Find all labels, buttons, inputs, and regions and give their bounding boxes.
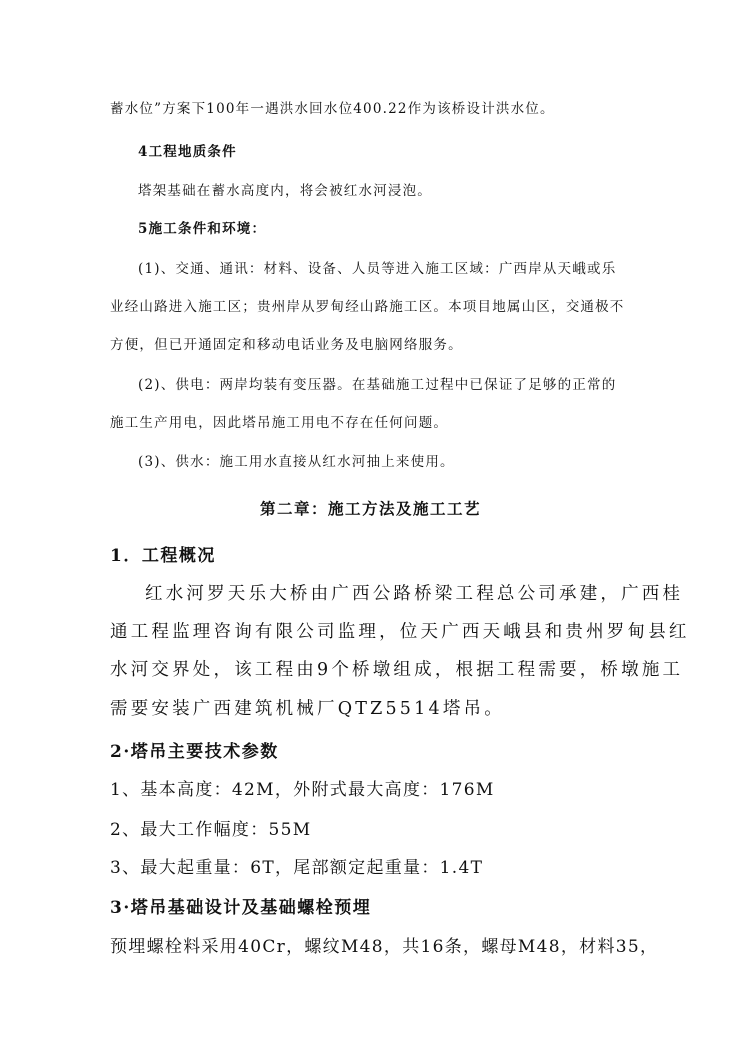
section-heading: 4工程地质条件 xyxy=(138,144,237,160)
paragraph-line: 预埋螺栓料采用40Cr，螺纹M48，共16条，螺母M48，材料35， xyxy=(110,937,659,957)
section-heading: 2·塔吊主要技术参数 xyxy=(110,742,279,762)
section-heading: 1．工程概况 xyxy=(110,546,216,566)
paragraph-line: 需要安装广西建筑机械厂QTZ5514塔吊。 xyxy=(110,699,505,719)
paragraph-line: 方便，但已开通固定和移动电话业务及电脑网络服务。 xyxy=(110,337,463,353)
paragraph-line: 蓄水位”方案下100年一遇洪水回水位400.22作为该桥设计洪水位。 xyxy=(110,101,555,117)
section-heading: 5施工条件和环境： xyxy=(138,221,267,237)
paragraph-line: 通工程监理咨询有限公司监理，位天广西天峨县和贵州罗甸县红 xyxy=(110,622,690,642)
paragraph-line: 水河交界处，该工程由9个桥墩组成，根据工程需要，桥墩施工 xyxy=(110,660,684,680)
paragraph-line: (2)、供电：两岸均装有变压器。在基础施工过程中已保证了足够的正常的 xyxy=(138,377,617,393)
list-item: 2、最大工作幅度：55M xyxy=(110,820,312,840)
paragraph-line: 业经山路进入施工区；贵州岸从罗甸经山路施工区。本项目地属山区，交通极不 xyxy=(110,299,625,315)
paragraph-line: 红水河罗天乐大桥由广西公路桥梁工程总公司承建，广西桂 xyxy=(145,584,684,604)
list-item: 3、最大起重量：6T，尾部额定起重量：1.4T xyxy=(110,858,484,878)
list-item: 1、基本高度：42M，外附式最大高度：176M xyxy=(110,780,495,800)
paragraph-line: (1)、交通、通讯：材料、设备、人员等进入施工区域：广西岸从天峨或乐 xyxy=(138,261,617,277)
chapter-title: 第二章：施工方法及施工工艺 xyxy=(260,499,482,518)
paragraph-line: 施工生产用电，因此塔吊施工用电不存在任何问题。 xyxy=(110,415,449,431)
paragraph-line: (3)、供水：施工用水直接从红水河抽上来使用。 xyxy=(138,454,455,470)
paragraph-line: 塔架基础在蓄水高度内，将会被红水河浸泡。 xyxy=(138,183,432,199)
section-heading: 3·塔吊基础设计及基础螺栓预埋 xyxy=(110,898,372,918)
